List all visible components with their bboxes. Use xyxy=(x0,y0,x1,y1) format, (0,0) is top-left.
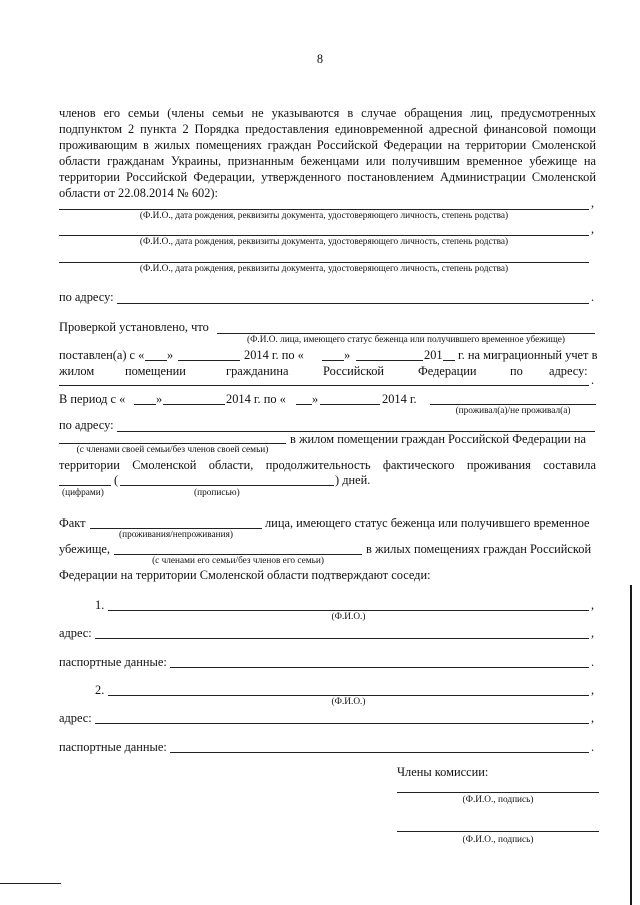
address-label: по адресу: xyxy=(59,290,114,304)
dwelling-word-4: Российской xyxy=(323,364,385,378)
fact-family-hint: (с членами его семьи/без членов его семьи) xyxy=(152,556,324,566)
reg-day-to-line[interactable] xyxy=(322,360,344,361)
neighbor-1-number: 1. xyxy=(95,598,105,612)
comma: , xyxy=(591,626,595,640)
neighbor-1-address-line[interactable] xyxy=(95,638,589,639)
lived-status-line[interactable] xyxy=(430,404,596,405)
neighbor-2-fio-line[interactable] xyxy=(108,695,589,696)
dwelling-word-6: по xyxy=(510,364,523,378)
dwelling-text: в жилом помещении граждан Российской Федерации на xyxy=(290,432,586,446)
dwelling-word-3: гражданина xyxy=(226,364,289,378)
year-to-text: 2014 г. по « xyxy=(244,348,304,362)
fact-living-hint: (проживания/непроживания) xyxy=(119,530,233,540)
dwelling-word-1: жилом xyxy=(59,364,95,378)
commission-sign-line-1[interactable] xyxy=(397,792,599,793)
period-address-label: по адресу: xyxy=(59,418,114,432)
year-201-text: 201 xyxy=(424,348,443,362)
neighbors-line: Федерации на территории Смоленской области подтверждают соседи: xyxy=(59,568,431,582)
reg-month-to-line[interactable] xyxy=(356,360,423,361)
fact-label: Факт xyxy=(59,516,86,530)
family-member-hint-3: (Ф.И.О., дата рождения, реквизиты документа, удостоверяющего личность, степень родства) xyxy=(139,264,509,274)
reg-day-from-line[interactable] xyxy=(145,360,167,361)
neighbor-2-address-label: адрес: xyxy=(59,711,92,725)
family-member-hint-2: (Ф.И.О., дата рождения, реквизиты документа, удостоверяющего личность, степень родства) xyxy=(139,237,509,247)
quote-close: » xyxy=(312,392,319,406)
family-member-line-2[interactable] xyxy=(59,235,589,236)
dwelling-word-2: помещении xyxy=(125,364,186,378)
period-year-to-text: 2014 г. по « xyxy=(226,392,286,406)
quote-close: » xyxy=(167,348,174,362)
dwelling-word-7: адресу: xyxy=(549,364,588,378)
period-start: В период с « xyxy=(59,392,126,406)
intro-line-2: подпунктом 2 пункта 2 Порядка предоставления единовременной адресной финансовой помощи xyxy=(59,122,596,136)
neighbor-2-passport-label: паспортные данные: xyxy=(59,740,167,754)
with-family-line[interactable] xyxy=(59,443,286,444)
family-member-line-3[interactable] xyxy=(59,262,589,263)
registration-end: г. на миграционный учет в xyxy=(458,348,598,362)
comma: , xyxy=(591,222,595,236)
reg-year-to-line[interactable] xyxy=(443,360,455,361)
fact-living-line[interactable] xyxy=(90,528,262,529)
comma: , xyxy=(591,711,595,725)
period-month-from-line[interactable] xyxy=(163,404,225,405)
intro-line-4: области гражданам Украины, признанным беженцами или получившим временное убежище на xyxy=(59,154,596,168)
quote-close: » xyxy=(344,348,351,362)
family-member-line-1[interactable] xyxy=(59,209,589,210)
period-year-end: 2014 г. xyxy=(382,392,417,406)
fact-person-text: лица, имеющего статус беженца или получившего временное xyxy=(265,516,590,530)
footnote-rule xyxy=(0,883,61,884)
territory-line: территории Смоленской области, продолжительность фактического проживания составила xyxy=(59,458,596,472)
reg-month-from-line[interactable] xyxy=(178,360,240,361)
period-month-to-line[interactable] xyxy=(320,404,380,405)
comma: , xyxy=(591,683,595,697)
dwelling-address-line[interactable] xyxy=(59,385,589,386)
check-person-hint: (Ф.И.О. лица, имеющего статус беженца или получившего временное убежище) xyxy=(246,335,566,345)
days-words-line[interactable] xyxy=(120,485,334,486)
page-number: 8 xyxy=(316,52,324,66)
intro-line-6: области от 22.08.2014 № 602): xyxy=(59,186,218,200)
neighbor-1-passport-line[interactable] xyxy=(170,667,589,668)
period-day-to-line[interactable] xyxy=(296,404,312,405)
neighbor-1-address-label: адрес: xyxy=(59,626,92,640)
neighbor-1-fio-line[interactable] xyxy=(108,610,589,611)
period: . xyxy=(591,740,595,754)
scan-edge-line xyxy=(630,585,632,905)
paren-open: ( xyxy=(114,473,119,487)
neighbor-1-fio-hint: (Ф.И.О.) xyxy=(331,612,366,622)
period: . xyxy=(591,373,595,387)
neighbor-2-address-line[interactable] xyxy=(95,723,589,724)
address-line[interactable] xyxy=(117,303,589,304)
check-label: Проверкой установлено, что xyxy=(59,320,209,334)
words-hint: (прописью) xyxy=(194,488,240,498)
commission-sign-hint-2: (Ф.И.О., подпись) xyxy=(462,835,534,845)
period-day-from-line[interactable] xyxy=(134,404,156,405)
digits-hint: (цифрами) xyxy=(62,488,104,498)
neighbor-1-passport-label: паспортные данные: xyxy=(59,655,167,669)
lived-status-hint: (проживал(а)/не проживал(а) xyxy=(455,406,571,416)
check-person-line[interactable] xyxy=(217,333,595,334)
commission-label: Члены комиссии: xyxy=(397,765,489,779)
intro-line-3: проживающим в жилых помещениях граждан Российской Федерации на территории Смоленской xyxy=(59,138,596,152)
intro-line-5: территории Российской Федерации, утвержденного постановлением Администрации Смоленской xyxy=(59,170,596,184)
houses-text: в жилых помещениях граждан Российской xyxy=(366,542,592,556)
family-member-hint-1: (Ф.И.О., дата рождения, реквизиты документа, удостоверяющего личность, степень родства) xyxy=(139,211,509,221)
neighbor-2-fio-hint: (Ф.И.О.) xyxy=(331,697,366,707)
commission-sign-hint-1: (Ф.И.О., подпись) xyxy=(462,795,534,805)
days-text: ) дней. xyxy=(335,473,371,487)
dwelling-word-5: Федерации xyxy=(418,364,477,378)
commission-sign-line-2[interactable] xyxy=(397,831,599,832)
comma: , xyxy=(591,196,595,210)
neighbor-2-number: 2. xyxy=(95,683,105,697)
comma: , xyxy=(591,598,595,612)
fact-family-line[interactable] xyxy=(114,554,362,555)
quote-close: » xyxy=(156,392,163,406)
neighbor-2-passport-line[interactable] xyxy=(170,752,589,753)
asylum-text: убежище, xyxy=(59,542,111,556)
with-family-hint: (с членами своей семьи/без членов своей семьи) xyxy=(76,445,269,455)
intro-line-1: членов его семьи (члены семьи не указываются в случае обращения лиц, предусмотренных xyxy=(59,106,596,120)
period: . xyxy=(591,290,595,304)
registration-start: поставлен(а) с « xyxy=(59,348,145,362)
days-digits-line[interactable] xyxy=(59,485,111,486)
period: . xyxy=(591,655,595,669)
